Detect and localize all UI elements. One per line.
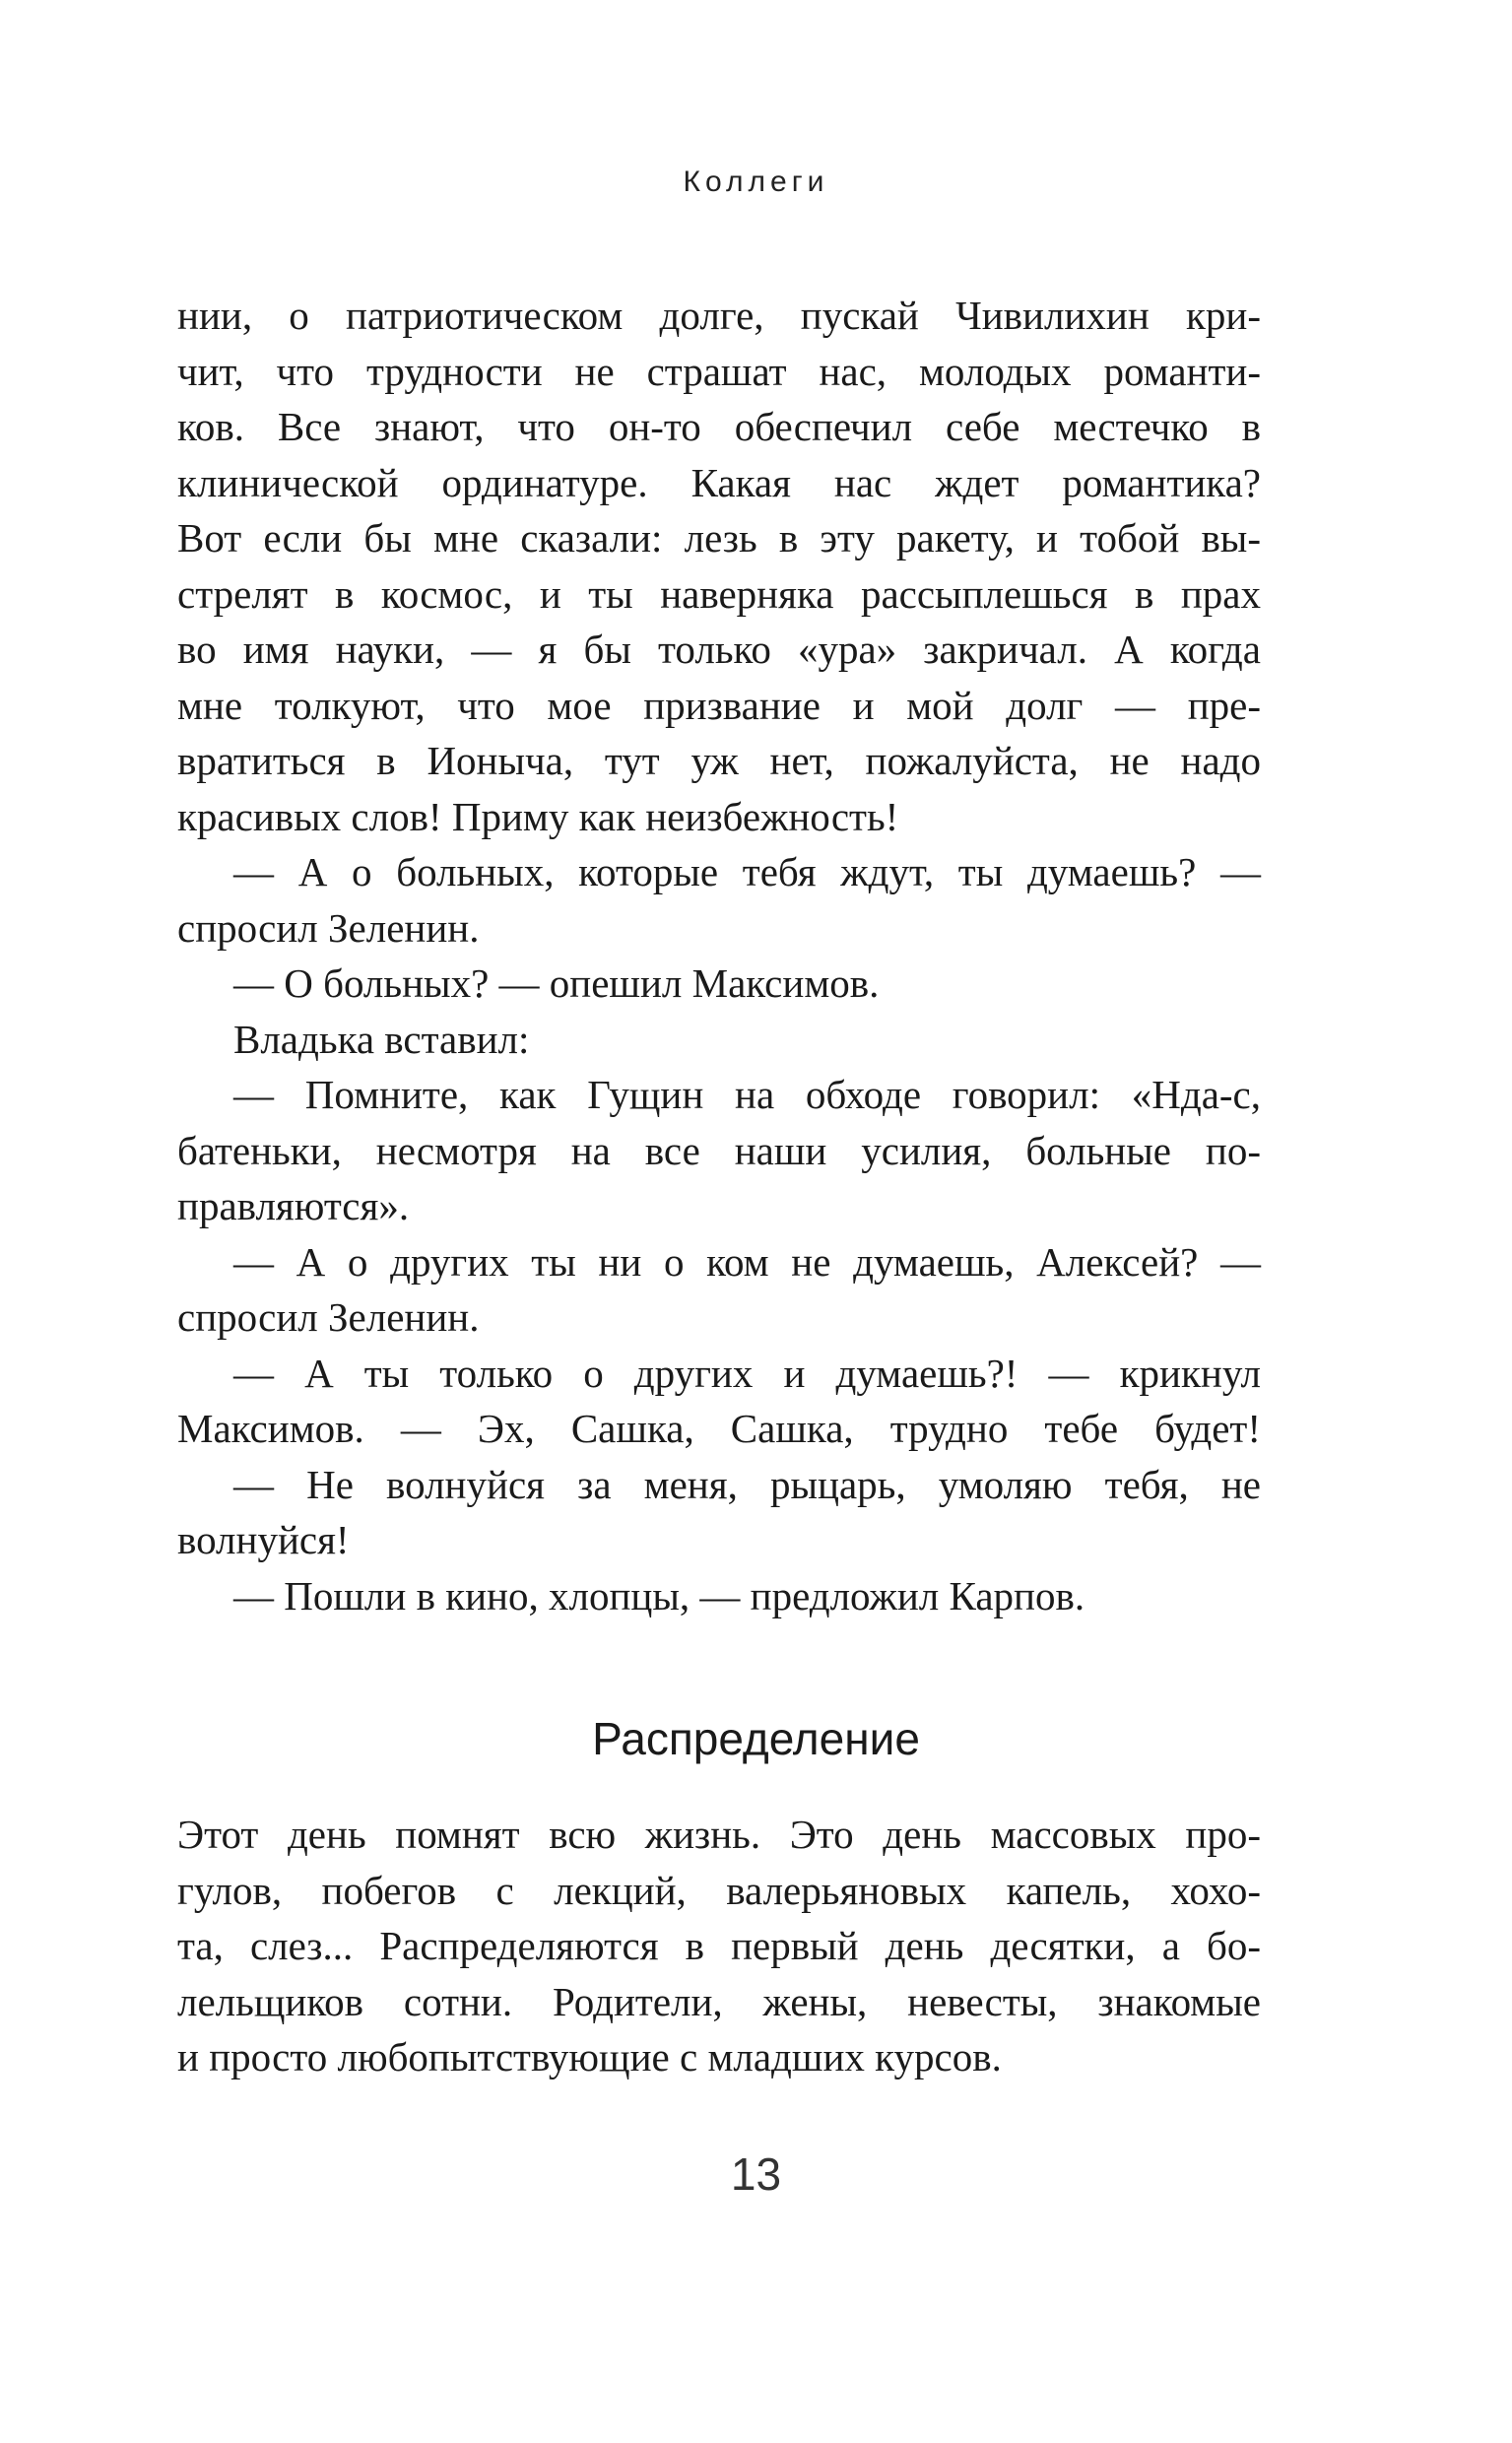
dialogue-line: — О больных? — опешил Максимов.	[233, 960, 880, 1006]
dialogue-line: — Пошли в кино, хлопцы, — предложил Карпов.	[233, 1572, 1085, 1618]
dialogue-line: — А ты только о других и думаешь?! — крикнул	[233, 1350, 1261, 1396]
text-line: вратиться в Ионыча, тут уж нет, пожалуйста, не надо	[177, 738, 1261, 783]
text-line: та, слез... Распределяются в первый день десятки, а бо-	[177, 1923, 1261, 1968]
text-line: нии, о патриотическом долге, пускай Чивилихин кри-	[177, 293, 1261, 338]
text-line: клинической ординатуре. Какая нас ждет романтика?	[177, 459, 1261, 505]
text-line: красивых слов! Приму как неизбежность!	[177, 793, 899, 839]
dialogue-line: — Помните, как Гущин на обходе говорил: «Нда-с,	[233, 1072, 1261, 1117]
text-line: мне толкуют, что мое призвание и мой долг — пре-	[177, 682, 1261, 728]
text-line: стрелят в космос, и ты наверняка рассыплешься в прах	[177, 570, 1261, 617]
text-line: Этот день помнят всю жизнь. Это день массовых про-	[177, 1812, 1261, 1857]
body-text-passage-1	[177, 288, 1261, 1623]
dialogue-line: — А о больных, которые тебя ждут, ты думаешь? —	[233, 849, 1261, 894]
text-line: и просто любопытствующие с младших курсов.	[177, 2034, 1002, 2080]
text-line: гулов, побегов с лекций, валерьяновых капель, хохо-	[177, 1867, 1261, 1913]
text-line: спросил Зеленин.	[177, 1294, 480, 1340]
text-line: волнуйся!	[177, 1517, 350, 1562]
body-text-passage-2	[177, 1807, 1261, 2085]
dialogue-line: — Не волнуйся за меня, рыцарь, умоляю тебя, не	[233, 1461, 1261, 1507]
section-heading: Распределение	[592, 1713, 920, 1764]
running-head: Коллеги	[683, 165, 829, 198]
text-line: Владька вставил:	[233, 1016, 530, 1062]
text-line: батеньки, несмотря на все наши усилия, больные по-	[177, 1127, 1261, 1173]
dialogue-line: — А о других ты ни о ком не думаешь, Алексей? —	[233, 1238, 1261, 1285]
text-line: чит, что трудности не страшат нас, молодых романти-	[177, 348, 1261, 394]
text-line: во имя науки, — я бы только «ура» закричал. А когда	[177, 627, 1261, 672]
text-line: лельщиков сотни. Родители, жены, невесты, знакомые	[177, 1978, 1261, 2024]
text-line: спросил Зеленин.	[177, 904, 480, 951]
text-line: ков. Все знают, что он-то обеспечил себе местечко в	[177, 404, 1261, 449]
page-number: 13	[730, 2148, 782, 2200]
text-line: Вот если бы мне сказали: лезь в эту ракету, и тобой вы-	[177, 515, 1261, 561]
text-line: правляются».	[177, 1183, 410, 1228]
text-line: Максимов. — Эх, Сашка, Сашка, трудно тебе будет!	[177, 1406, 1261, 1451]
